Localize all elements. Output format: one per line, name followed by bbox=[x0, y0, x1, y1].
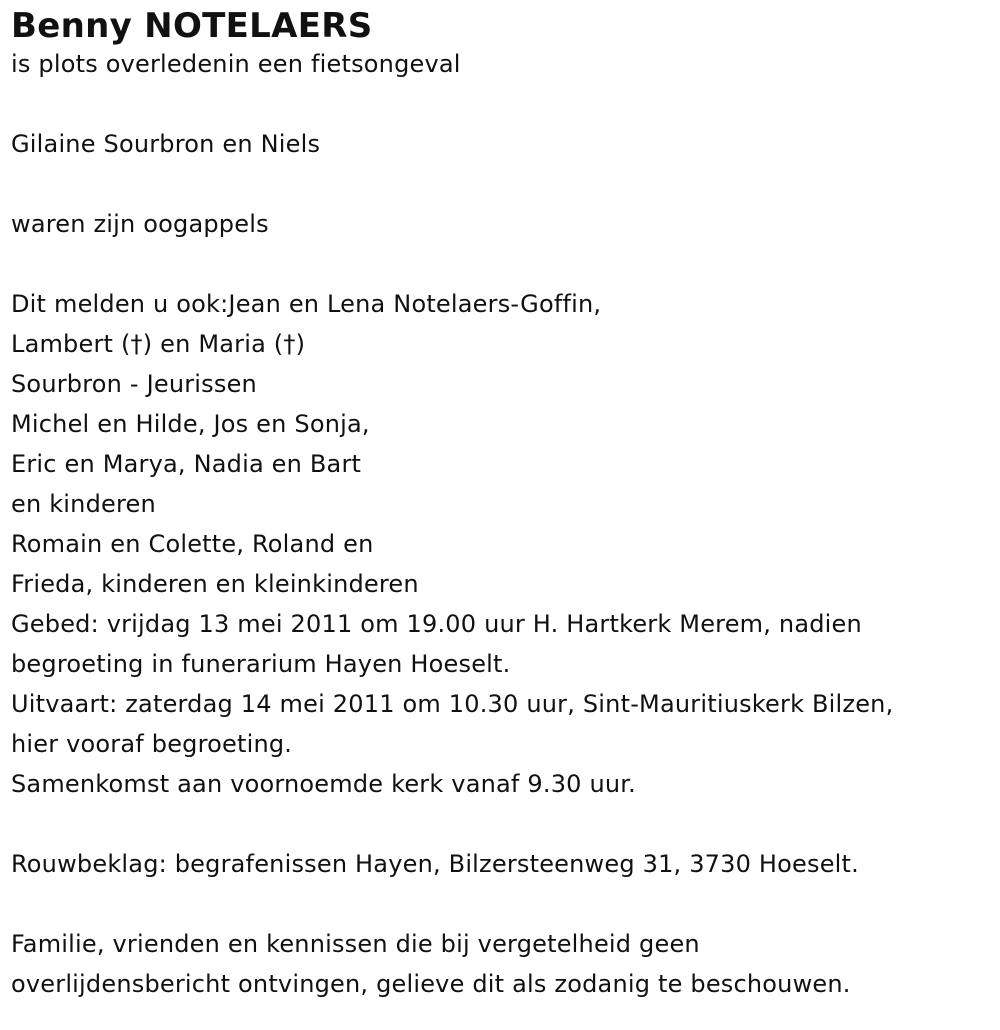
notice-line: Gilaine Sourbron en Niels bbox=[11, 130, 321, 158]
notice-body bbox=[11, 44, 996, 1004]
blank-line bbox=[11, 244, 996, 284]
notice-line: Eric en Marya, Nadia en Bart bbox=[11, 450, 362, 478]
notice-line: Familie, vrienden en kennissen die bij vergetelheid geen bbox=[11, 930, 700, 958]
blank-line bbox=[11, 884, 996, 924]
notice-line: Michel en Hilde, Jos en Sonja, bbox=[11, 410, 370, 438]
notice-line: Sourbron - Jeurissen bbox=[11, 370, 257, 398]
notice-line: is plots overledenin een fietsongeval bbox=[11, 50, 461, 78]
funeral-service-line: Uitvaart: zaterdag 14 mei 2011 om 10.30 uur, Sint-Mauritiuskerk Bilzen, bbox=[11, 690, 894, 718]
notice-line: Samenkomst aan voornoemde kerk vanaf 9.30 uur. bbox=[11, 770, 636, 798]
notice-line: Lambert (†) en Maria (†) bbox=[11, 330, 306, 358]
notice-line: Romain en Colette, Roland en bbox=[11, 530, 374, 558]
notice-line: waren zijn oogappels bbox=[11, 210, 269, 238]
notice-line: begroeting in funerarium Hayen Hoeselt. bbox=[11, 650, 511, 678]
notice-line: hier vooraf begroeting. bbox=[11, 730, 293, 758]
deceased-name: Benny NOTELAERS bbox=[11, 6, 373, 46]
blank-line bbox=[11, 84, 996, 124]
notice-line: Frieda, kinderen en kleinkinderen bbox=[11, 570, 419, 598]
condolence-address-line: Rouwbeklag: begrafenissen Hayen, Bilzersteenweg 31, 3730 Hoeselt. bbox=[11, 850, 859, 878]
notice-line: en kinderen bbox=[11, 490, 156, 518]
notice-line: overlijdensbericht ontvingen, gelieve dit als zodanig te beschouwen. bbox=[11, 970, 851, 998]
notice-line: Dit melden u ook:Jean en Lena Notelaers-Goffin, bbox=[11, 290, 602, 318]
blank-line bbox=[11, 164, 996, 204]
death-notice bbox=[11, 0, 996, 1004]
prayer-service-line: Gebed: vrijdag 13 mei 2011 om 19.00 uur H. Hartkerk Merem, nadien bbox=[11, 610, 862, 638]
blank-line bbox=[11, 804, 996, 844]
